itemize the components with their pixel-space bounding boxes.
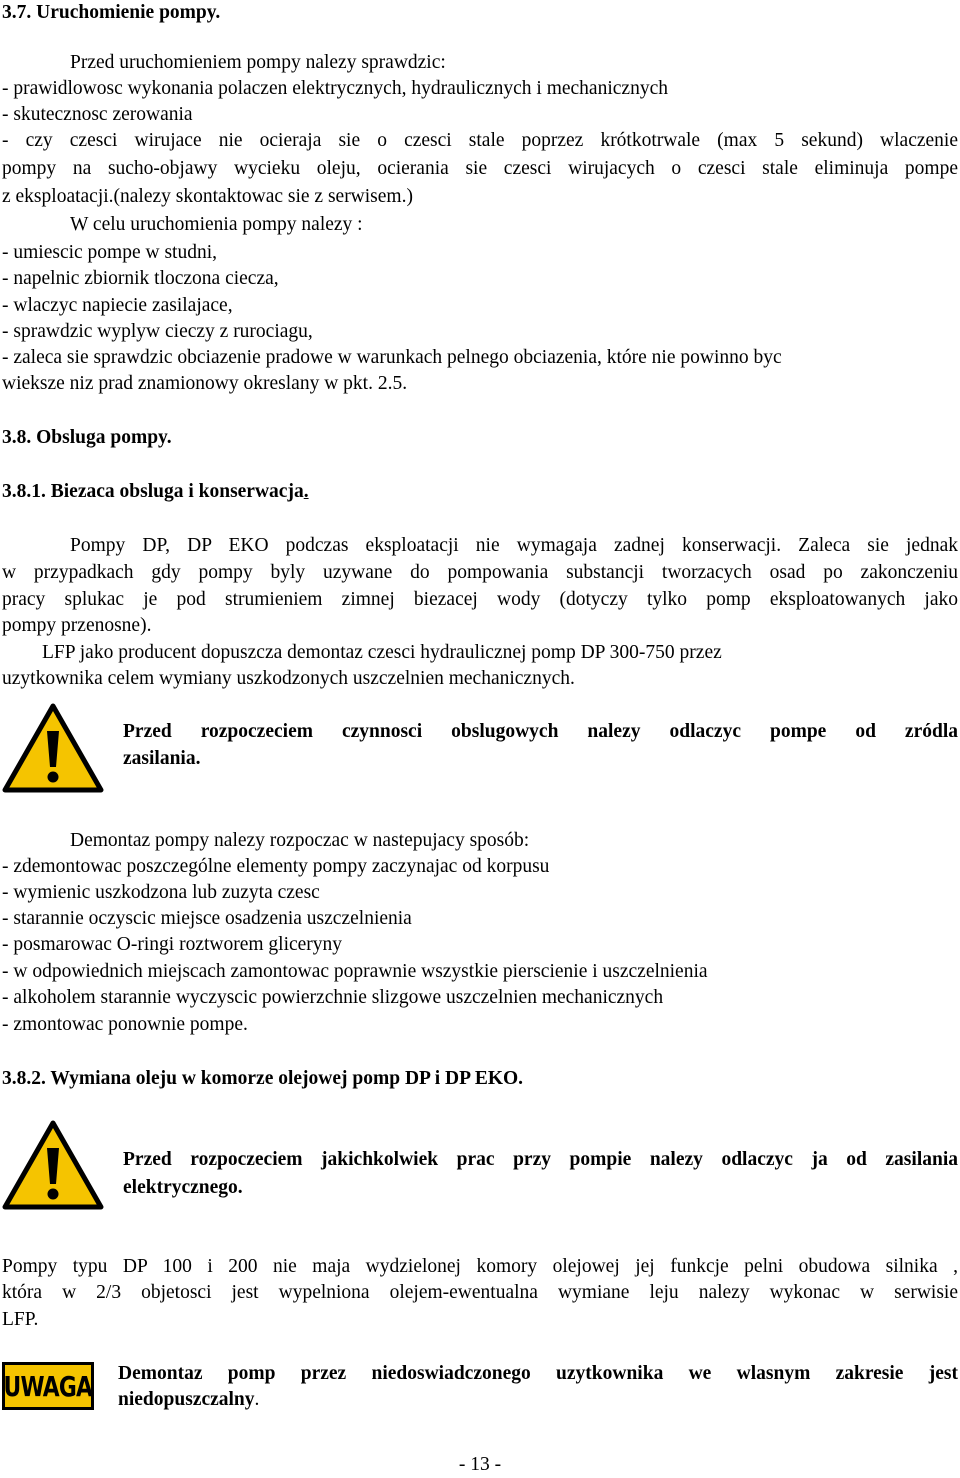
paragraph-line: pracy splukac je pod strumieniem zimnej biezacej wody (dotyczy tylko pomp eksploatowanych jako bbox=[2, 589, 958, 610]
check-item-continued: z eksploatacji.(nalezy skontaktowac sie z serwisem.) bbox=[2, 186, 413, 207]
paragraph-line: LFP. bbox=[2, 1309, 39, 1330]
disassembly-intro: Demontaz pompy nalezy rozpoczac w nastepujacy sposób: bbox=[70, 830, 530, 851]
subsection-heading-dot: . bbox=[303, 481, 309, 502]
section-heading-3-7: 3.7. Uruchomienie pompy. bbox=[2, 2, 221, 23]
page-number: - 13 - bbox=[458, 1454, 502, 1475]
paragraph-line: uzytkownika celem wymiany uszkodzonych uszczelnien mechanicznych. bbox=[2, 668, 575, 689]
uwaga-sign-icon bbox=[2, 1362, 94, 1410]
disassembly-step: - posmarowac O-ringi roztworem gliceryny bbox=[2, 934, 343, 955]
section-heading-3-8: 3.8. Obsluga pompy. bbox=[2, 427, 172, 448]
warning-text: zasilania. bbox=[123, 748, 201, 769]
start-intro: W celu uruchomienia pompy nalezy : bbox=[70, 214, 363, 235]
warning-triangle-icon bbox=[2, 703, 104, 793]
disassembly-step: - wymienic uszkodzona lub zuzyta czesc bbox=[2, 882, 320, 903]
paragraph-line: Pompy DP, DP EKO podczas eksploatacji nie wymagaja zadnej konserwacji. Zaleca sie jednak bbox=[70, 535, 958, 556]
subsection-heading-text: 3.8.1. Biezaca obsluga i konserwacja bbox=[2, 481, 304, 502]
disassembly-step: - alkoholem starannie wyczyscic powierzchnie slizgowe uszczelnien mechanicznych bbox=[2, 987, 664, 1008]
uwaga-label: UWAGA bbox=[3, 1369, 93, 1403]
uwaga-text: Demontaz pomp przez niedoswiadczonego uzytkownika we wlasnym zakresie jest bbox=[118, 1363, 958, 1384]
step-item-continued: wieksze niz prad znamionowy okreslany w pkt. 2.5. bbox=[2, 373, 408, 394]
uwaga-text-dot: . bbox=[254, 1389, 260, 1410]
step-item: - napelnic zbiornik tloczona ciecza, bbox=[2, 268, 279, 289]
step-item: - wlaczyc napiecie zasilajace, bbox=[2, 295, 233, 316]
subsection-heading-3-8-2: 3.8.2. Wymiana oleju w komorze olejowej pomp DP i DP EKO. bbox=[2, 1068, 524, 1089]
intro-text: Przed uruchomieniem pompy nalezy sprawdzic: bbox=[70, 52, 446, 73]
warning-text: Przed rozpoczeciem jakichkolwiek prac przy pompie nalezy odlaczyc ja od zasilania bbox=[123, 1149, 958, 1170]
warning-text: elektrycznego. bbox=[123, 1177, 243, 1198]
disassembly-step: - zdemontowac poszczególne elementy pompy zaczynajac od korpusu bbox=[2, 856, 550, 877]
check-item: - czy czesci wirujace nie ocieraja sie o czesci stale poprzez krótkotrwale (max 5 sekund) wlaczenie bbox=[2, 130, 958, 151]
step-item: - umiescic pompe w studni, bbox=[2, 242, 218, 263]
uwaga-text-line2 bbox=[118, 1387, 259, 1413]
warning-triangle-icon bbox=[2, 1120, 104, 1210]
check-item: - skutecznosc zerowania bbox=[2, 104, 193, 125]
paragraph-line: LFP jako producent dopuszcza demontaz czesci hydraulicznej pomp DP 300-750 przez bbox=[42, 642, 722, 663]
paragraph-line: pompy przenosne). bbox=[2, 615, 152, 636]
disassembly-step: - zmontowac ponownie pompe. bbox=[2, 1014, 248, 1035]
warning-text: Przed rozpoczeciem czynnosci obslugowych nalezy odlaczyc pompe od zródla bbox=[123, 721, 958, 742]
paragraph-line: Pompy typu DP 100 i 200 nie maja wydzielonej komory olejowej jej funkcje pelni obudowa silnika , bbox=[2, 1256, 958, 1277]
check-item: - prawidlowosc wykonania polaczen elektrycznych, hydraulicznych i mechanicznych bbox=[2, 78, 668, 99]
paragraph-line: która w 2/3 objetosci jest wypelniona olejem-ewentualna wymiane leju nalezy wykonac w serwisie bbox=[2, 1282, 958, 1303]
check-item-continued: pompy na sucho-objawy wycieku oleju, ocierania sie czesci wirujacych o czesci stale eliminuja pompe bbox=[2, 158, 958, 179]
paragraph-line: w przypadkach gdy pompy byly uzywane do pompowania substancji tworzacych osad po zakonczeniu bbox=[2, 562, 958, 583]
step-item: - zaleca sie sprawdzic obciazenie pradowe w warunkach pelnego obciazenia, które nie powinno byc bbox=[2, 347, 782, 368]
uwaga-text: niedopuszczalny bbox=[118, 1389, 255, 1410]
subsection-heading-3-8-1 bbox=[2, 479, 309, 505]
disassembly-step: - starannie oczyscic miejsce osadzenia uszczelnienia bbox=[2, 908, 412, 929]
step-item: - sprawdzic wyplyw cieczy z rurociagu, bbox=[2, 321, 313, 342]
disassembly-step: - w odpowiednich miejscach zamontowac poprawnie wszystkie pierscienie i uszczelnienia bbox=[2, 961, 708, 982]
